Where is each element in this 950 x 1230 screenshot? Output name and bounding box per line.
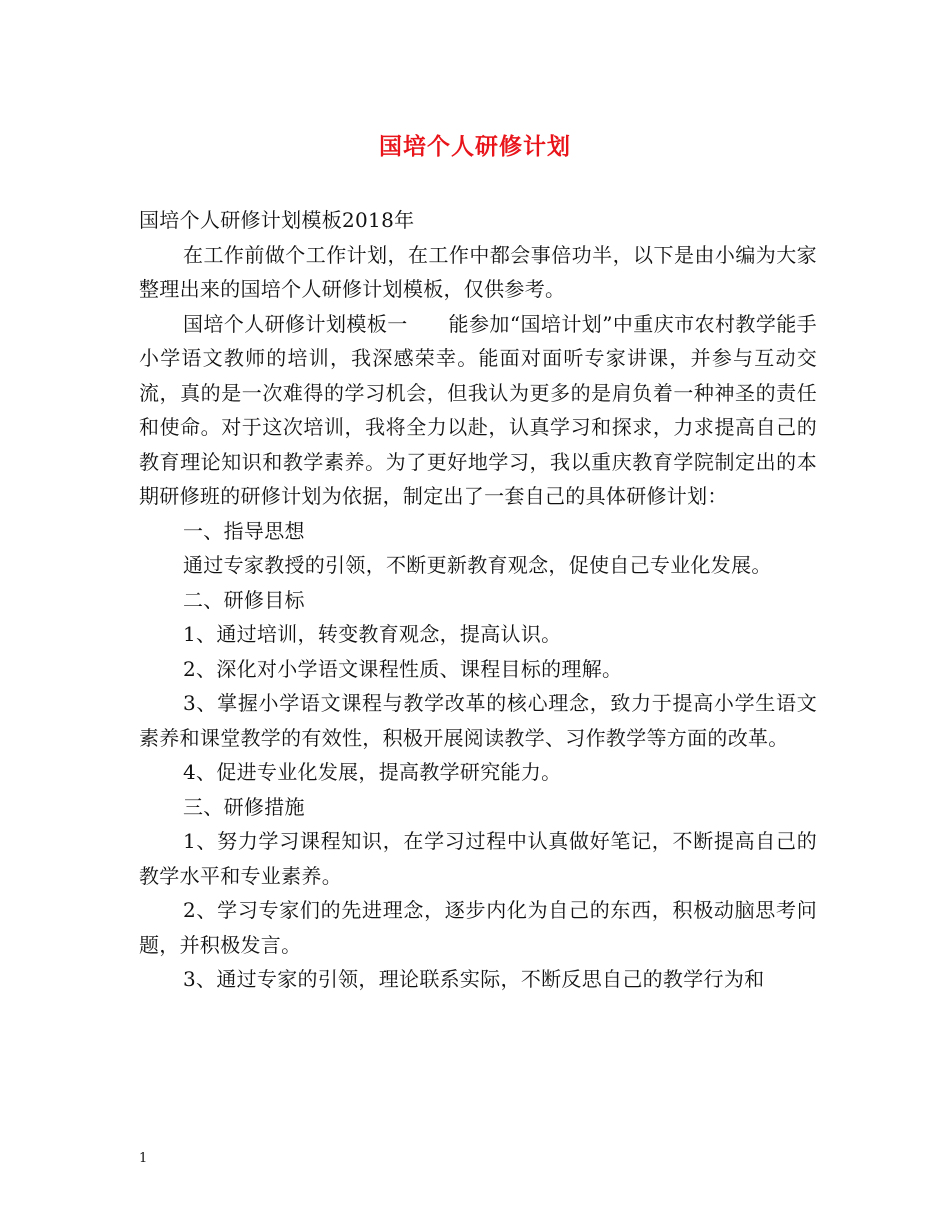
paragraph-intro: 在工作前做个工作计划，在工作中都会事倍功半，以下是由小编为大家整理出来的国培个人研修计划模板，仅供参考。	[139, 242, 817, 301]
measure-item-1: 1、努力学习课程知识，在学习过程中认真做好笔记，不断提高自己的教学水平和专业素养。	[139, 829, 817, 888]
goal-item-3: 3、掌握小学语文课程与教学改革的核心理念，致力于提高小学生语文素养和课堂教学的有效性，积极开展阅读教学、习作教学等方面的改革。	[139, 691, 817, 750]
section-heading-measures: 三、研修措施	[183, 794, 305, 819]
measure-item-3: 3、通过专家的引领，理论联系实际，不断反思自己的教学行为和	[183, 967, 765, 991]
document-subtitle: 国培个人研修计划模板2018年	[139, 208, 415, 232]
paragraph-guiding-ideology: 通过专家教授的引领，不断更新教育观念，促使自己专业化发展。	[183, 553, 772, 577]
page-number: 1	[139, 1151, 148, 1166]
measure-item-2: 2、学习专家们的先进理念，逐步内化为自己的东西，积极动脑思考问题，并积极发言。	[139, 898, 817, 957]
goal-item-1: 1、通过培训，转变教育观念，提高认识。	[183, 622, 562, 646]
document-body	[139, 203, 817, 997]
section-heading-guiding-ideology: 一、指导思想	[183, 518, 305, 543]
section-heading-goals: 二、研修目标	[183, 587, 305, 612]
goal-item-2: 2、深化对小学语文课程性质、课程目标的理解。	[183, 656, 623, 681]
goal-item-4: 4、促进专业化发展，提高教学研究能力。	[183, 760, 562, 784]
document-title: 国培个人研修计划	[379, 133, 571, 160]
paragraph-template-one: 国培个人研修计划模板一 能参加“国培计划”中重庆市农村教学能手小学语文教师的培训，我深感荣幸。能面对面听专家讲课，并参与互动交流，真的是一次难得的学习机会，但我认为更多的是肩负着一种神圣的责任和使命。对于这次培训，我将全力以赴，认真学习和探求，力求提高自己的教育理论知识和教学素养。为了更好地学习，我以重庆教育学院制定出的本期研修班的研修计划为依据，制定出了一套自己的具体研修计划：	[139, 311, 817, 508]
